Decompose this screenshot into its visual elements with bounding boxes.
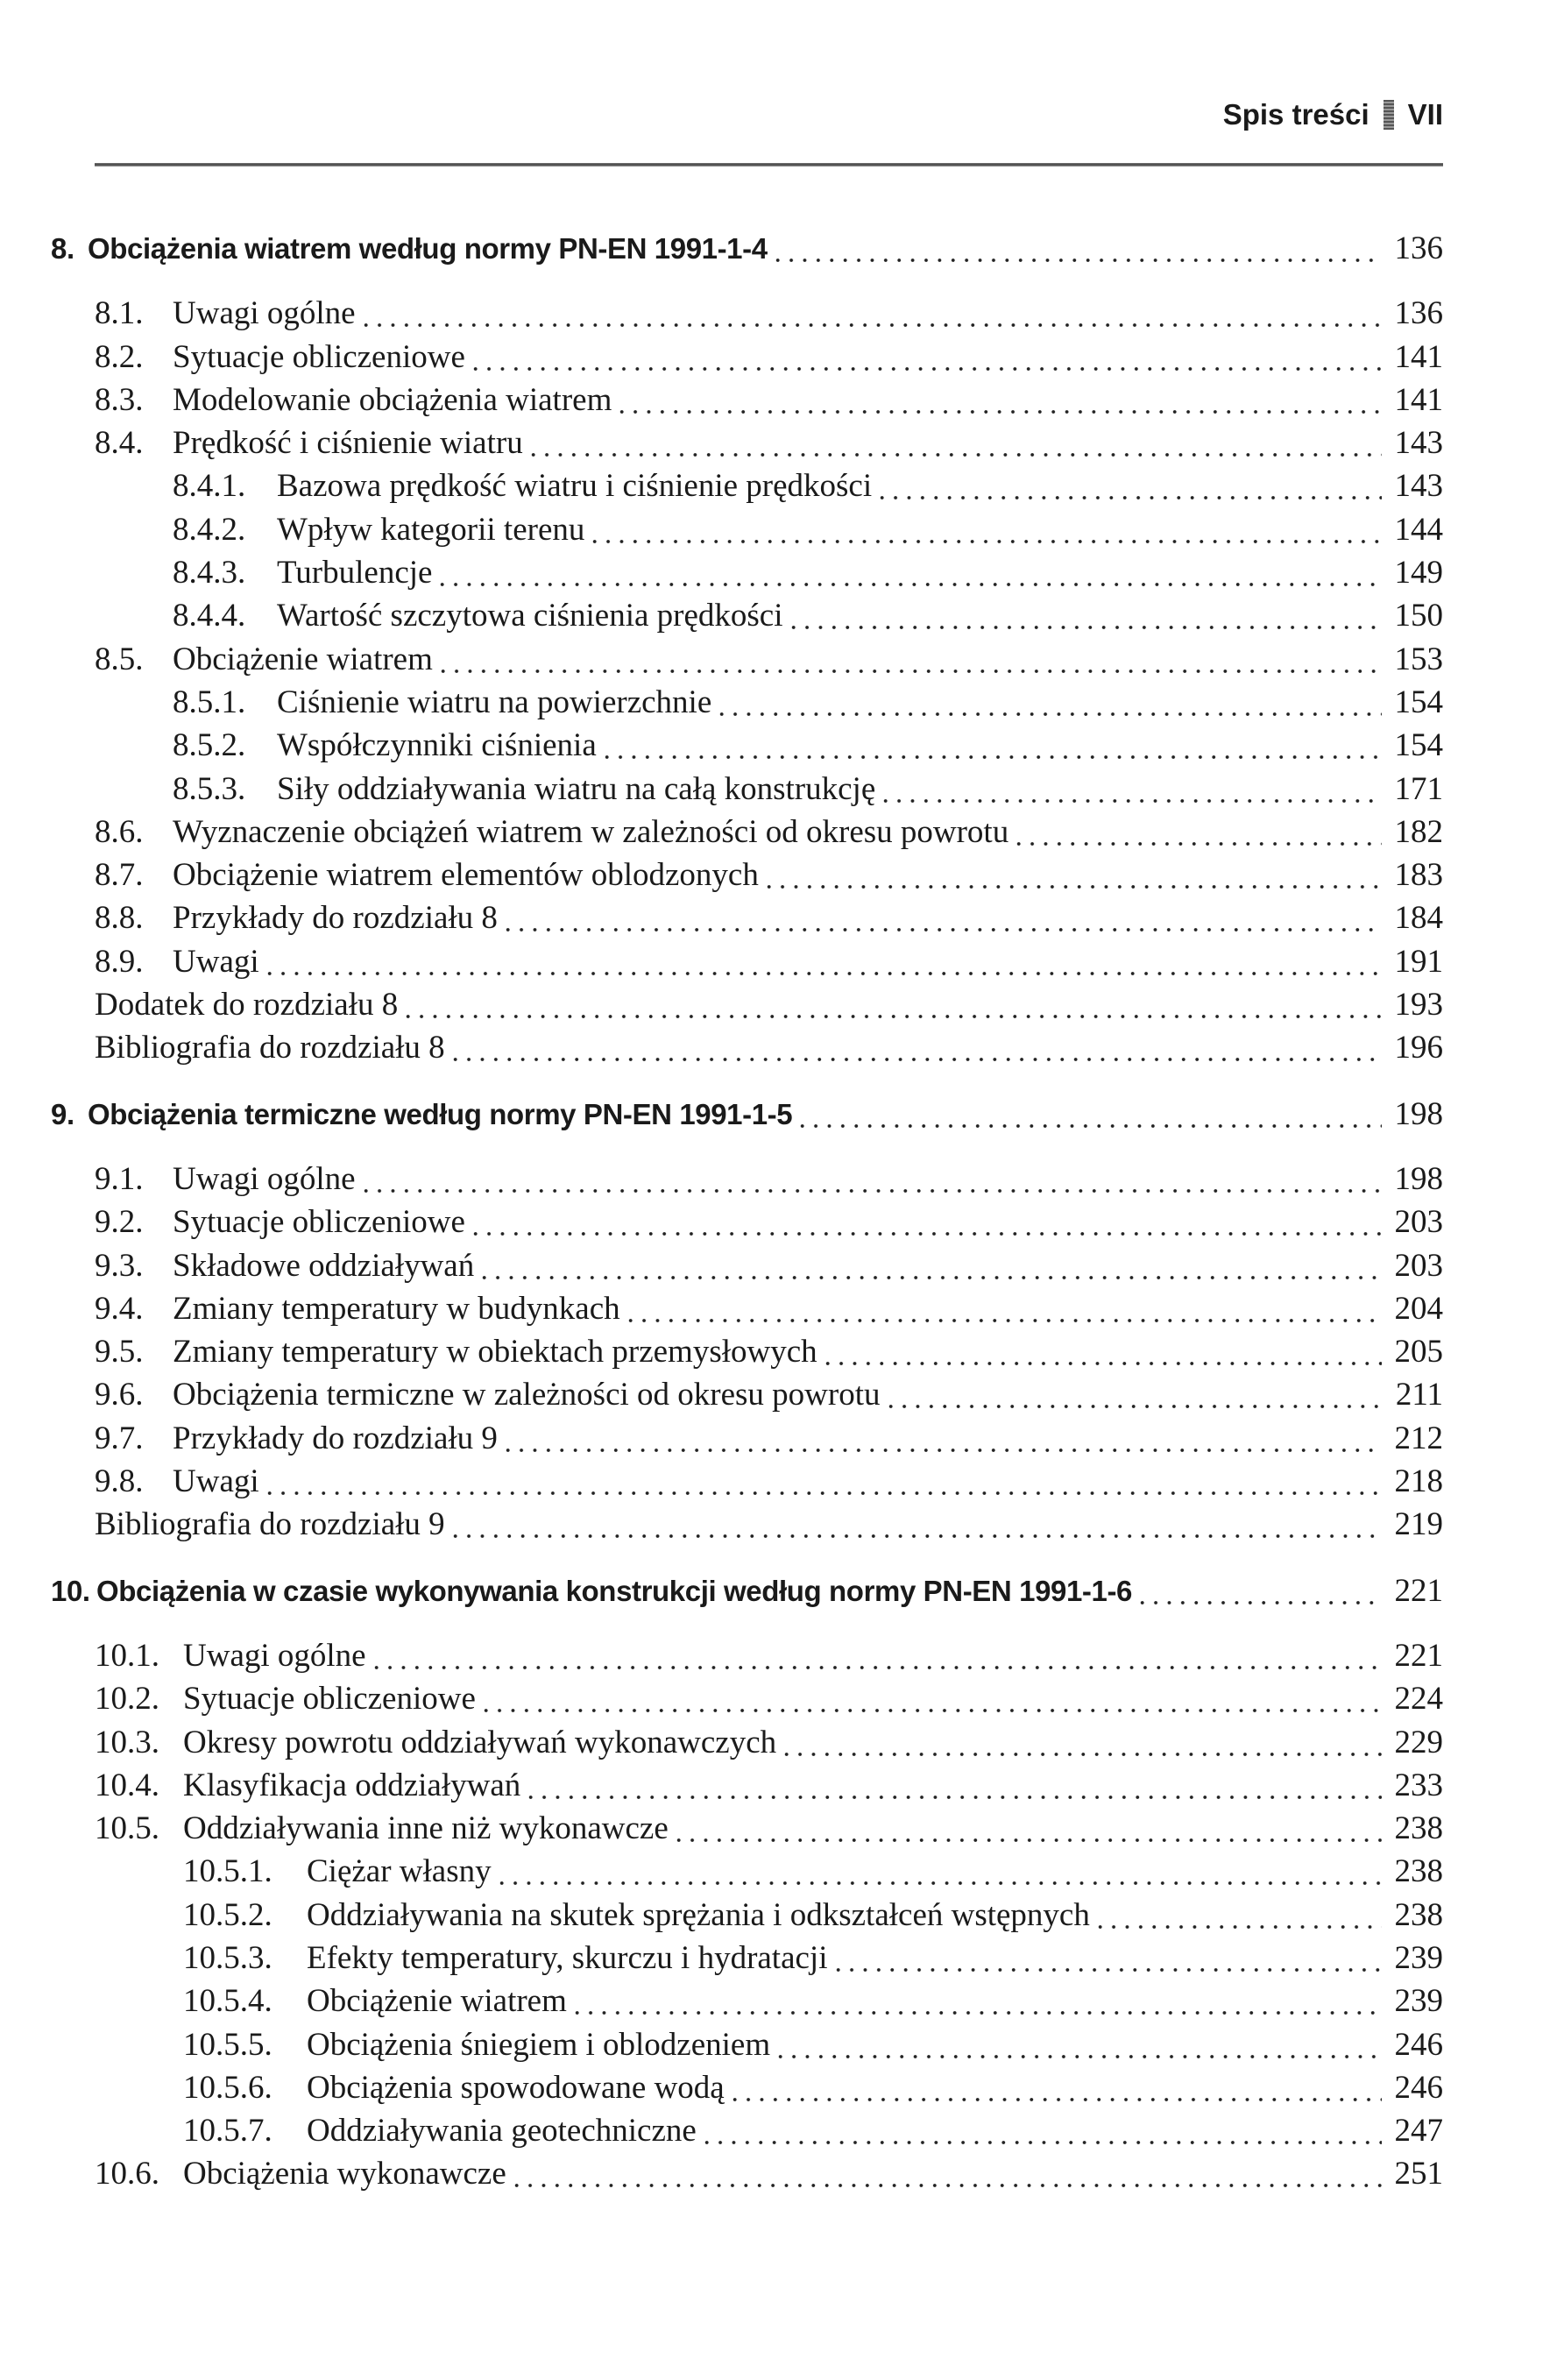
section-title: Uwagi (173, 943, 259, 980)
section-title: Efekty temperatury, skurczu i hydratacji (307, 1939, 828, 1976)
page-number: 205 (1394, 1334, 1443, 1371)
section-title: Współczynniki ciśnienia (277, 727, 597, 764)
dot-leader (469, 1201, 1382, 1243)
section-title: Ciśnienie wiatru na powierzchnie (277, 684, 712, 720)
section-title: Uwagi (173, 1463, 259, 1500)
header-rule (95, 163, 1443, 166)
page-number: 141 (1394, 338, 1443, 375)
page-number: 211 (1395, 1377, 1443, 1413)
page-number: 204 (1394, 1290, 1443, 1327)
toc-section[interactable] (51, 638, 1443, 681)
page-number: 154 (1394, 727, 1443, 764)
section-number: 9.8. (95, 1463, 144, 1500)
section-title: Obciążenia wykonawcze (183, 2156, 506, 2192)
section-number: 8.6. (95, 813, 144, 850)
dot-leader (359, 292, 1382, 335)
chapter-heading[interactable] (51, 1093, 1443, 1136)
dot-leader (821, 1330, 1382, 1373)
section-number: 10.3. (95, 1724, 159, 1760)
toc-section[interactable] (51, 811, 1443, 854)
section-title: Sytuacje obliczeniowe (173, 1204, 465, 1241)
section-number: 9.4. (95, 1290, 144, 1327)
section-title: Wyznaczenie obciążeń wiatrem w zależności od okresu powrotu (173, 813, 1009, 850)
dot-leader (501, 896, 1382, 939)
page-number: 203 (1394, 1204, 1443, 1241)
dot-leader (527, 421, 1382, 464)
chapter-heading[interactable] (51, 1569, 1443, 1612)
dot-leader (780, 1721, 1382, 1764)
toc-section[interactable] (51, 1721, 1443, 1764)
dot-leader (524, 1764, 1382, 1807)
toc-section[interactable] (51, 292, 1443, 335)
toc-subsection[interactable] (51, 551, 1443, 594)
toc-section[interactable] (51, 1634, 1443, 1677)
section-title: Modelowanie obciążenia wiatrem (173, 381, 612, 418)
dot-leader (879, 768, 1382, 811)
toc-section[interactable] (51, 1417, 1443, 1460)
page-number: 143 (1394, 425, 1443, 462)
section-number: 8.1. (95, 295, 144, 332)
dot-leader (787, 594, 1383, 637)
section-number: 8.4.1. (173, 468, 246, 505)
section-title: Zmiany temperatury w obiektach przemysłowych (173, 1334, 817, 1371)
section-title: Uwagi ogólne (173, 1160, 356, 1197)
toc-subsection[interactable] (51, 508, 1443, 551)
toc-appendix[interactable] (51, 1026, 1443, 1069)
chapter-number: 10. (51, 1574, 90, 1607)
section-number: 8.7. (95, 857, 144, 894)
page-number: 144 (1394, 511, 1443, 548)
dot-leader (1012, 811, 1382, 854)
page-number: 221 (1394, 1572, 1443, 1609)
page-number: 198 (1394, 1095, 1443, 1132)
toc-section[interactable] (51, 379, 1443, 421)
section-title: Obciążenia termiczne w zależności od okresu powrotu (173, 1377, 881, 1413)
section-number: 8.5. (95, 641, 144, 677)
page-number: 150 (1394, 598, 1443, 634)
dot-leader (370, 1634, 1382, 1677)
section-number: 9.6. (95, 1377, 144, 1413)
page-number: 246 (1394, 2069, 1443, 2106)
page-number: 229 (1394, 1724, 1443, 1760)
dot-leader (672, 1807, 1382, 1850)
section-number: 8.5.2. (173, 727, 246, 764)
dot-leader (495, 1850, 1382, 1893)
toc-appendix[interactable] (51, 983, 1443, 1026)
section-title: Obciążenie wiatrem elementów oblodzonych (173, 857, 759, 894)
section-number: 10.1. (95, 1637, 159, 1674)
dot-leader (715, 681, 1382, 724)
dot-leader (875, 464, 1382, 507)
section-number: 10.2. (95, 1681, 159, 1718)
section-title: Składowe oddziaływań (173, 1247, 475, 1284)
section-number: 10.5.7. (183, 2113, 272, 2150)
toc-subsection[interactable] (51, 768, 1443, 811)
page-number: 149 (1394, 555, 1443, 591)
page-number: 238 (1394, 1853, 1443, 1890)
dot-leader (469, 336, 1382, 379)
page-number: 221 (1394, 1637, 1443, 1674)
section-number: 10.5.3. (183, 1939, 272, 1976)
toc-section[interactable] (51, 1764, 1443, 1807)
dot-leader (436, 638, 1382, 681)
toc-section[interactable] (51, 1158, 1443, 1201)
toc-section[interactable] (51, 1460, 1443, 1503)
section-number: 8.9. (95, 943, 144, 980)
section-title: Dodatek do rozdziału 8 (95, 987, 399, 1024)
section-number: 10.5. (95, 1810, 159, 1847)
section-title: Obciążenie wiatrem (307, 1983, 567, 2020)
page-number: 171 (1394, 770, 1443, 807)
page-number: 183 (1394, 857, 1443, 894)
dot-leader (478, 1244, 1382, 1287)
dot-leader (263, 1460, 1382, 1503)
dot-leader (700, 2109, 1382, 2152)
chapter-title: Obciążenia termiczne według normy PN-EN 1991-1-5 (88, 1097, 793, 1130)
page-number: 193 (1394, 987, 1443, 1024)
dot-leader (624, 1287, 1382, 1330)
toc-section[interactable] (51, 1201, 1443, 1243)
dot-leader (588, 508, 1382, 551)
chapter-title: Obciążenia w czasie wykonywania konstrukcji według normy PN-EN 1991-1-6 (96, 1574, 1133, 1607)
page-number: 184 (1394, 900, 1443, 937)
toc-section[interactable] (51, 336, 1443, 379)
toc-section[interactable] (51, 854, 1443, 896)
running-header-title: Spis treści (1222, 98, 1369, 131)
page-number: 143 (1394, 468, 1443, 505)
toc-section[interactable] (51, 1244, 1443, 1287)
section-title: Bazowa prędkość wiatru i ciśnienie prędkości (277, 468, 873, 505)
page-number: 233 (1394, 1767, 1443, 1803)
section-number: 10.5.1. (183, 1853, 272, 1890)
dot-leader (479, 1677, 1382, 1720)
dot-leader (449, 1503, 1382, 1546)
toc-subsection[interactable] (51, 681, 1443, 724)
section-title: Turbulencje (277, 555, 433, 591)
page-number: 239 (1394, 1939, 1443, 1976)
toc-section[interactable] (51, 1807, 1443, 1850)
toc-subsection[interactable] (51, 1980, 1443, 2022)
dot-leader (1093, 1894, 1382, 1937)
chapter-number: 9. (51, 1097, 74, 1130)
section-number: 8.3. (95, 381, 144, 418)
section-title: Oddziaływania inne niż wykonawcze (183, 1810, 669, 1847)
section-number: 10.5.5. (183, 2026, 272, 2063)
toc-appendix[interactable] (51, 1503, 1443, 1546)
toc-section[interactable] (51, 1373, 1443, 1416)
section-title: Sytuacje obliczeniowe (183, 1681, 476, 1718)
page-number: 182 (1394, 813, 1443, 850)
section-title: Oddziaływania geotechniczne (307, 2113, 697, 2150)
section-number: 9.5. (95, 1334, 144, 1371)
toc-subsection[interactable] (51, 594, 1443, 637)
page-number: 219 (1394, 1506, 1443, 1543)
section-number: 9.7. (95, 1420, 144, 1456)
toc-subsection[interactable] (51, 2023, 1443, 2066)
dot-leader (615, 379, 1382, 421)
dot-leader (796, 1093, 1382, 1136)
toc-subsection[interactable] (51, 1850, 1443, 1893)
dot-leader (449, 1026, 1382, 1069)
table-of-contents (51, 227, 1443, 2196)
section-title: Sytuacje obliczeniowe (173, 338, 465, 375)
toc-section[interactable] (51, 1287, 1443, 1330)
section-title: Oddziaływania na skutek sprężania i odkształceń wstępnych (307, 1896, 1090, 1933)
page-number: 154 (1394, 684, 1443, 720)
section-number: 9.2. (95, 1204, 144, 1241)
toc-subsection[interactable] (51, 1894, 1443, 1937)
section-title: Wpływ kategorii terenu (277, 511, 585, 548)
page-number: 239 (1394, 1983, 1443, 2020)
section-number: 10.6. (95, 2156, 159, 2192)
section-title: Przykłady do rozdziału 9 (173, 1420, 498, 1456)
dot-leader (774, 2023, 1382, 2066)
section-title: Siły oddziaływania wiatru na całą konstrukcję (277, 770, 876, 807)
section-title: Okresy powrotu oddziaływań wykonawczych (183, 1724, 777, 1760)
section-number: 8.4.4. (173, 598, 246, 634)
dot-leader (435, 551, 1382, 594)
page-number: 203 (1394, 1247, 1443, 1284)
section-number: 8.5.1. (173, 684, 246, 720)
section-number: 10.5.6. (183, 2069, 272, 2106)
toc-subsection[interactable] (51, 464, 1443, 507)
page-number: 238 (1394, 1810, 1443, 1847)
dot-leader (771, 227, 1382, 270)
toc-section[interactable] (51, 896, 1443, 939)
section-title: Uwagi ogólne (173, 295, 356, 332)
header-marker-block (1384, 100, 1394, 130)
section-title: Ciężar własny (307, 1853, 492, 1890)
section-number: 8.8. (95, 900, 144, 937)
dot-leader (762, 854, 1382, 896)
chapter-title: Obciążenia wiatrem według normy PN-EN 1991-1-4 (88, 232, 768, 265)
section-title: Uwagi ogólne (183, 1637, 366, 1674)
chapter-heading[interactable] (51, 227, 1443, 270)
section-number: 8.2. (95, 338, 144, 375)
page-number: 136 (1394, 295, 1443, 332)
section-number: 8.4. (95, 425, 144, 462)
page-number-roman: VII (1407, 98, 1443, 131)
page-number: 247 (1394, 2113, 1443, 2150)
page-number: 198 (1394, 1160, 1443, 1197)
page-number: 153 (1394, 641, 1443, 677)
page-number: 246 (1394, 2026, 1443, 2063)
dot-leader (401, 983, 1382, 1026)
section-number: 10.4. (95, 1767, 159, 1803)
section-title: Klasyfikacja oddziaływań (183, 1767, 521, 1803)
page-number: 238 (1394, 1896, 1443, 1933)
dot-leader (1136, 1569, 1382, 1612)
dot-leader (832, 1937, 1383, 1980)
section-number: 10.5.4. (183, 1983, 272, 2020)
dot-leader (359, 1158, 1382, 1201)
section-title: Prędkość i ciśnienie wiatru (173, 425, 523, 462)
toc-section[interactable] (51, 1677, 1443, 1720)
toc-section[interactable] (51, 1330, 1443, 1373)
page-number: 196 (1394, 1030, 1443, 1066)
section-number: 8.4.3. (173, 555, 246, 591)
section-number: 8.5.3. (173, 770, 246, 807)
toc-section[interactable] (51, 2152, 1443, 2195)
section-title: Obciążenie wiatrem (173, 641, 433, 677)
section-number: 9.1. (95, 1160, 144, 1197)
page-number: 212 (1394, 1420, 1443, 1456)
page-number: 191 (1394, 943, 1443, 980)
toc-subsection[interactable] (51, 724, 1443, 767)
section-title: Zmiany temperatury w budynkach (173, 1290, 620, 1327)
section-number: 9.3. (95, 1247, 144, 1284)
dot-leader (884, 1373, 1383, 1416)
section-title: Obciążenia śniegiem i oblodzeniem (307, 2026, 771, 2063)
section-title: Wartość szczytowa ciśnienia prędkości (277, 598, 783, 634)
section-title: Bibliografia do rozdziału 8 (95, 1030, 445, 1066)
dot-leader (510, 2152, 1382, 2195)
toc-subsection[interactable] (51, 1937, 1443, 1980)
section-title: Obciążenia spowodowane wodą (307, 2069, 725, 2106)
page-number: 218 (1394, 1463, 1443, 1500)
section-title: Bibliografia do rozdziału 9 (95, 1506, 445, 1543)
page-number: 141 (1394, 381, 1443, 418)
page-number: 136 (1394, 230, 1443, 266)
page-number: 224 (1394, 1681, 1443, 1718)
dot-leader (263, 940, 1382, 983)
toc-subsection[interactable] (51, 2109, 1443, 2152)
section-number: 8.4.2. (173, 511, 246, 548)
section-title: Przykłady do rozdziału 8 (173, 900, 498, 937)
dot-leader (600, 724, 1382, 767)
section-number: 10.5.2. (183, 1896, 272, 1933)
dot-leader (728, 2066, 1382, 2109)
chapter-number: 8. (51, 232, 74, 265)
toc-subsection[interactable] (51, 2066, 1443, 2109)
page-number: 251 (1394, 2156, 1443, 2192)
toc-section[interactable] (51, 940, 1443, 983)
toc-section[interactable] (51, 421, 1443, 464)
dot-leader (570, 1980, 1382, 2022)
running-header (1223, 98, 1443, 131)
dot-leader (501, 1417, 1382, 1460)
